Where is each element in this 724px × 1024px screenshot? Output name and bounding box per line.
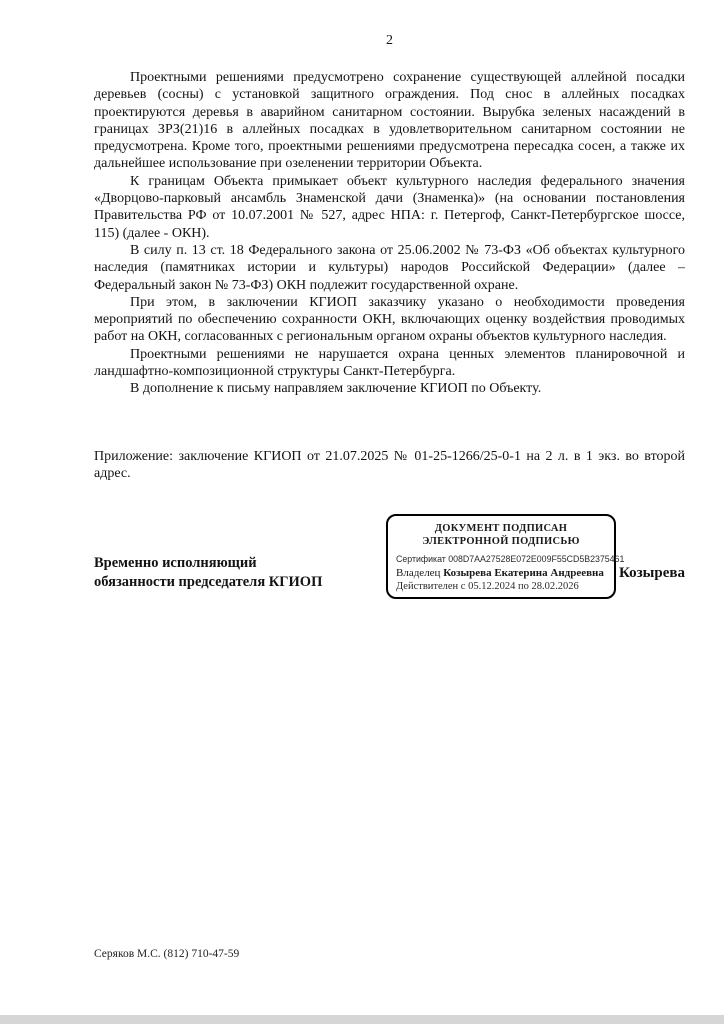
signature-section (94, 512, 685, 612)
paragraph: В дополнение к письму направляем заключение КГИОП по Объекту. (130, 381, 542, 397)
stamp-owner-name: Козырева Екатерина Андреевна (443, 567, 604, 579)
letter-body (94, 69, 685, 482)
paragraph: Проектными решениями предусмотрено сохранение существующей аллейной посадки деревьев (сосны) с установкой защитного ограждения. Под снос в аллейных посадках проектируются деревья в аварийном санитарном состоянии. Вырубка зеленых насаждений в границах ЗРЗ(21)16 в аллейных посадках в удовлетворительном санитарном состоянии не предусмотрена. Кроме того, проектными решениями предусмотрена пересадка сосен, а также их дальнейшее использование при озеленении территории Объекта. (94, 70, 685, 172)
stamp-header-line2: ЭЛЕКТРОННОЙ ПОДПИСЬЮ (422, 535, 580, 547)
paragraph: Проектными решениями не нарушается охрана ценных элементов планировочной и ландшафтно-композиционной структуры Санкт-Петербурга. (94, 346, 685, 380)
executor-contact: Серяков М.С. (812) 710-47-59 (94, 948, 240, 960)
stamp-owner (396, 567, 606, 580)
stamp-validity: Действителен с 05.12.2024 по 28.02.2026 (396, 581, 579, 592)
paragraph: При этом, в заключении КГИОП заказчику указано о необходимости проведения мероприятий по обеспечению сохранности ОКН, включающих оценку воздействия проводимых работ на ОКН, согласованных с региональным органом охраны объектов культурного наследия. (94, 294, 685, 345)
signatory-title-line2: обязанности председателя КГИОП (94, 574, 323, 590)
attachment-note: Приложение: заключение КГИОП от 21.07.2025 № 01-25-1266/25-0-1 на 2 л. в 1 экз. во второй адрес. (94, 448, 685, 481)
signatory-title (94, 554, 322, 592)
page-number: 2 (386, 33, 393, 48)
signatory-title-line1: Временно исполняющий (94, 555, 257, 571)
stamp-owner-label: Владелец (396, 567, 444, 579)
paragraph: В силу п. 13 ст. 18 Федерального закона от 25.06.2002 № 73-ФЗ «Об объектах культурного наследия (памятниках истории и культуры) народов Российской Федерации» (далее – Федеральный закон № 73-ФЗ) ОКН подлежит государственной охране. (94, 242, 685, 293)
electronic-signature-stamp (386, 514, 625, 599)
page-bottom-edge (0, 1015, 724, 1024)
paragraph: К границам Объекта примыкает объект культурного наследия федерального значения «Дворцово-парковый ансамбль Знаменской дачи (Знаменка)» (на основании постановления Правительства РФ от 10.07.2001 № 527, адрес НПА: г. Петергоф, Санкт-Петербургское шоссе, 115) (далее - ОКН). (94, 173, 685, 241)
signatory-surname: Козырева (619, 565, 685, 581)
stamp-header-line1: ДОКУМЕНТ ПОДПИСАН (434, 523, 568, 534)
stamp-header (396, 523, 606, 548)
document-content (0, 0, 724, 482)
stamp-certificate: Сертификат 008D7AA27528E072E009F55CD5B2375461 (396, 554, 625, 564)
